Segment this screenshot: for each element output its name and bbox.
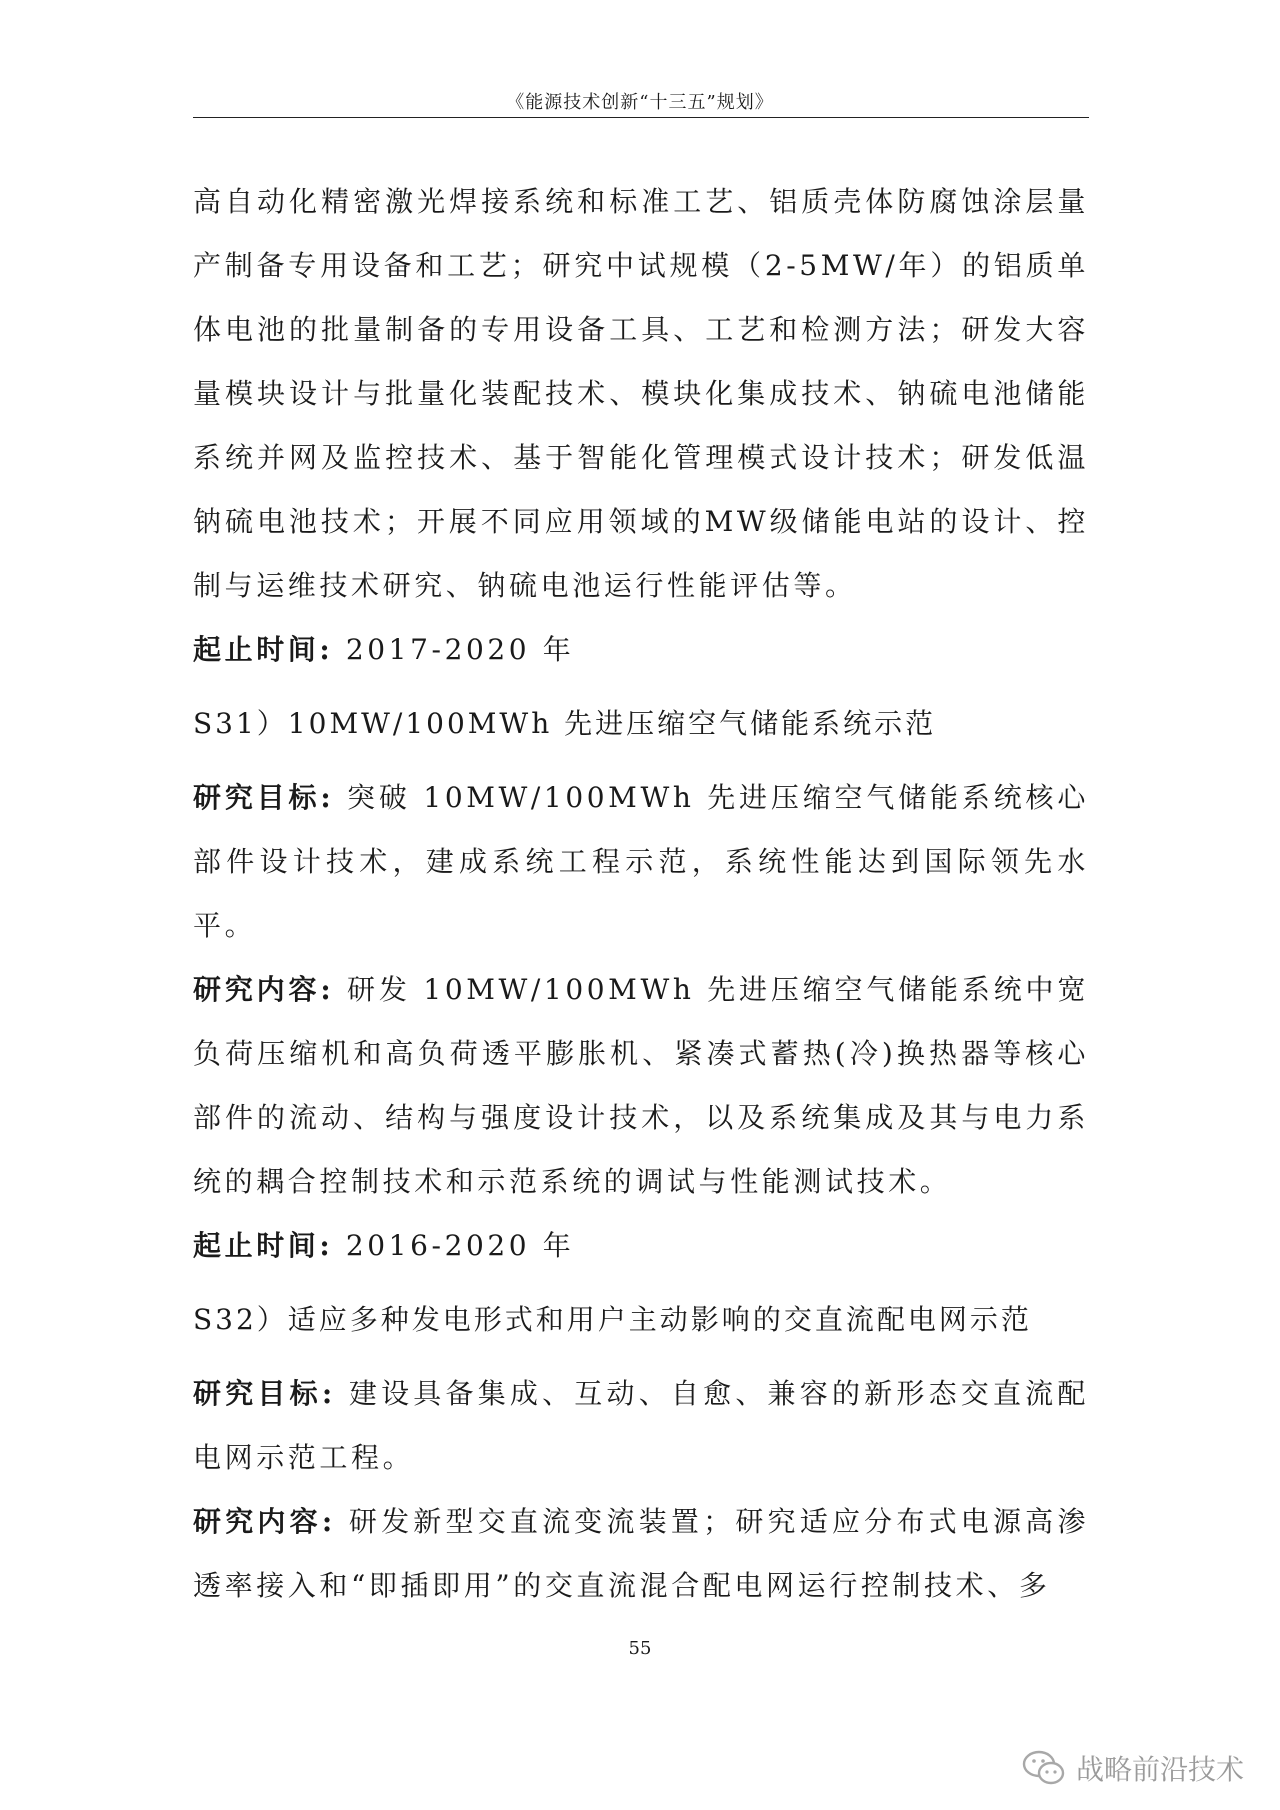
watermark-text: 战略前沿技术: [1075, 1753, 1244, 1786]
period-label: 起止时间:: [193, 633, 334, 666]
s31-period: [193, 1214, 1089, 1278]
content-text: 研发新型交直流变流装置；研究适应分布式电源高渗透率接入和“即插即用”的交直流混合配电网运行控制技术、多: [193, 1505, 1089, 1602]
goal-text: 突破 10MW/100MWh 先进压缩空气储能系统核心部件设计技术，建成系统工程示范，系统性能达到国际领先水平。: [193, 781, 1089, 942]
s32-goal: [193, 1362, 1089, 1490]
period-value: 2017-2020 年: [333, 633, 575, 666]
s31-goal: [193, 766, 1089, 958]
section-title-s31: S31）10MW/100MWh 先进压缩空气储能系统示范: [193, 707, 937, 740]
content-label: 研究内容:: [193, 973, 335, 1006]
content-label: 研究内容:: [193, 1505, 336, 1538]
s32-content: [193, 1490, 1089, 1618]
header-divider: [193, 117, 1089, 118]
page-body: [193, 170, 1089, 1618]
goal-label: 研究目标:: [193, 1377, 336, 1410]
section-title-s32: S32）适应多种发电形式和用户主动影响的交直流配电网示范: [193, 1303, 1032, 1336]
period-value: 2016-2020 年: [333, 1229, 575, 1262]
running-header: 《能源技术创新“十三五”规划》: [506, 92, 774, 113]
intro-paragraph: 高自动化精密激光焊接系统和标准工艺、铝质壳体防腐蚀涂层量产制备专用设备和工艺；研究中试规模（2-5MW/年）的铝质单体电池的批量制备的专用设备工具、工艺和检测方法；研发大容量模块设计与批量化装配技术、模块化集成技术、钠硫电池储能系统并网及监控技术、基于智能化管理模式设计技术；研发低温钠硫电池技术；开展不同应用领域的MW级储能电站的设计、控制与运维技术研究、钠硫电池运行性能评估等。: [193, 185, 1089, 602]
goal-label: 研究目标:: [193, 781, 335, 814]
s31-content: [193, 958, 1089, 1214]
page-number: 55: [628, 1638, 652, 1659]
content-text: 研发 10MW/100MWh 先进压缩空气储能系统中宽负荷压缩机和高负荷透平膨胀机、紧凑式蓄热(冷)换热器等核心部件的流动、结构与强度设计技术，以及系统集成及其与电力系统的耦合控制技术和示范系统的调试与性能测试技术。: [193, 973, 1089, 1198]
period-label: 起止时间:: [193, 1229, 334, 1262]
wechat-icon: [1022, 1748, 1066, 1788]
watermark: [1022, 1748, 1244, 1788]
goal-text: 建设具备集成、互动、自愈、兼容的新形态交直流配电网示范工程。: [193, 1377, 1089, 1474]
intro-period: [193, 618, 1089, 682]
